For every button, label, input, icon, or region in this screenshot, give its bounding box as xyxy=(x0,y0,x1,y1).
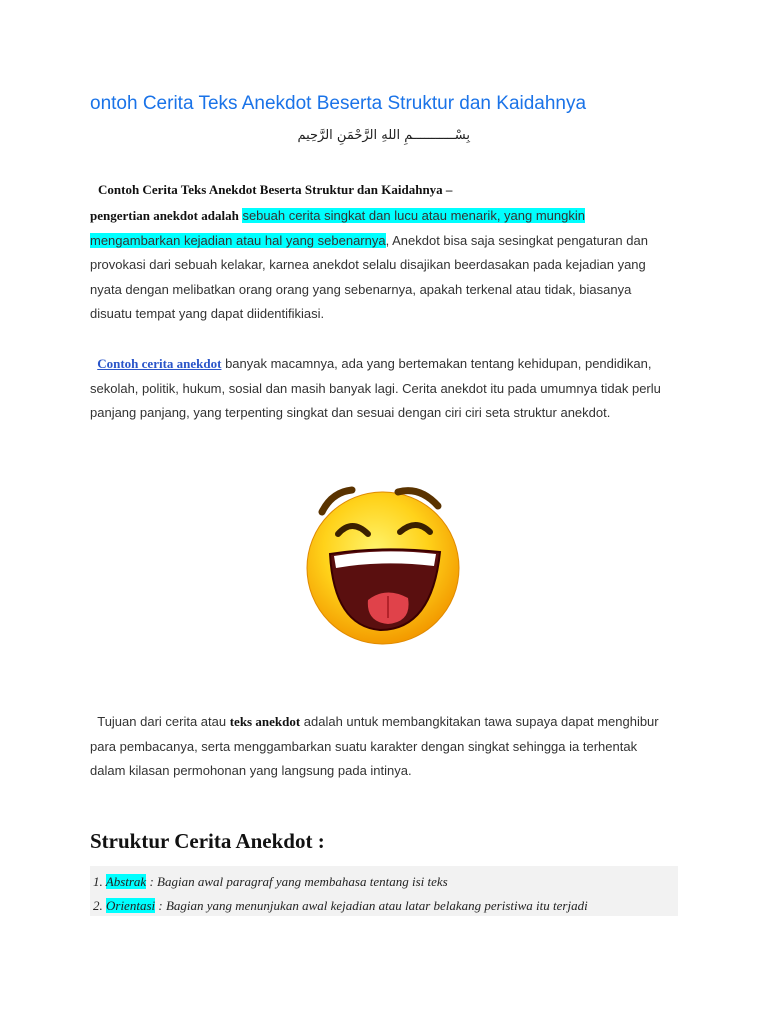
text: adalah untuk membangkitakan tawa supaya dapat menghibur xyxy=(300,714,659,729)
intro-heading: Contoh Cerita Teks Anekdot Beserta Struktur dan Kaidahnya – xyxy=(98,182,453,197)
paragraph-line: dalam kilasan permohonan yang langsung pada intinya. xyxy=(90,763,412,779)
list-description: : Bagian yang menunjukan awal kejadian atau latar belakang peristiwa itu terjadi xyxy=(155,898,588,913)
paragraph-line: para pembacanya, serta menggambarkan suatu karakter dengan singkat sehingga ia terhentak xyxy=(90,738,638,754)
text: , Anekdot bisa saja sesingkat pengaturan dan xyxy=(385,232,648,248)
paragraph-line xyxy=(90,204,680,229)
section-heading: Struktur Cerita Anekdot : xyxy=(90,829,325,853)
text: banyak macamnya, ada yang bertemakan tentang kehidupan, pendidikan, xyxy=(221,356,652,371)
paragraph-examples xyxy=(90,352,680,426)
teks-anekdot-term: teks anekdot xyxy=(229,714,301,729)
text: Tujuan dari cerita atau xyxy=(97,714,230,729)
paragraph-line xyxy=(90,229,680,254)
paragraph-line: sekolah, politik, hukum, sosial dan masih banyak lagi. Cerita anekdot itu pada umumnya tidak perlu xyxy=(90,380,661,396)
paragraph-line: provokasi dari sebuah kelakar, karnea anekdot selalu disajikan beerdasakan pada kejadian yang xyxy=(90,257,646,273)
list-number: 1. xyxy=(93,874,103,889)
list-number: 2. xyxy=(93,898,103,913)
basmalah: بِسْـــــــــــمِ اللهِ الرَّحْمَنِ الرَّحِيم xyxy=(297,128,470,143)
paragraph-line: panjang panjang, yang terpenting singkat dan sesuai dengan ciri ciri seta struktur anekdot. xyxy=(90,405,611,421)
list-term: Abstrak xyxy=(105,874,147,889)
paragraph-line xyxy=(90,352,680,377)
paragraph-line: nyata dengan melibatkan orang orang yang sebenarnya, apakah terkenal atau tidak, biasanya xyxy=(90,281,632,297)
list-item xyxy=(93,874,448,890)
structure-list xyxy=(90,866,678,916)
list-item xyxy=(93,898,588,914)
laughing-smiley-icon xyxy=(300,482,466,646)
paragraph-definition xyxy=(90,204,680,327)
list-term: Orientasi xyxy=(106,898,156,913)
article-title: ontoh Cerita Teks Anekdot Beserta Struktur dan Kaidahnya xyxy=(90,93,587,114)
highlighted-text: sebuah cerita singkat dan lucu atau menarik, yang mungkin xyxy=(242,208,585,223)
paragraph-line xyxy=(90,710,680,735)
contoh-cerita-anekdot-link[interactable]: Contoh cerita anekdot xyxy=(97,356,222,371)
highlighted-text: mengambarkan kejadian atau hal yang sebenarnya xyxy=(90,232,386,248)
paragraph-line: disuatu tempat yang dapat diidentifikiasi. xyxy=(90,306,325,322)
list-description: : Bagian awal paragraf yang membahasa tentang isi teks xyxy=(146,874,448,889)
paragraph-purpose xyxy=(90,710,680,784)
definition-term: pengertian anekdot adalah xyxy=(90,208,239,223)
